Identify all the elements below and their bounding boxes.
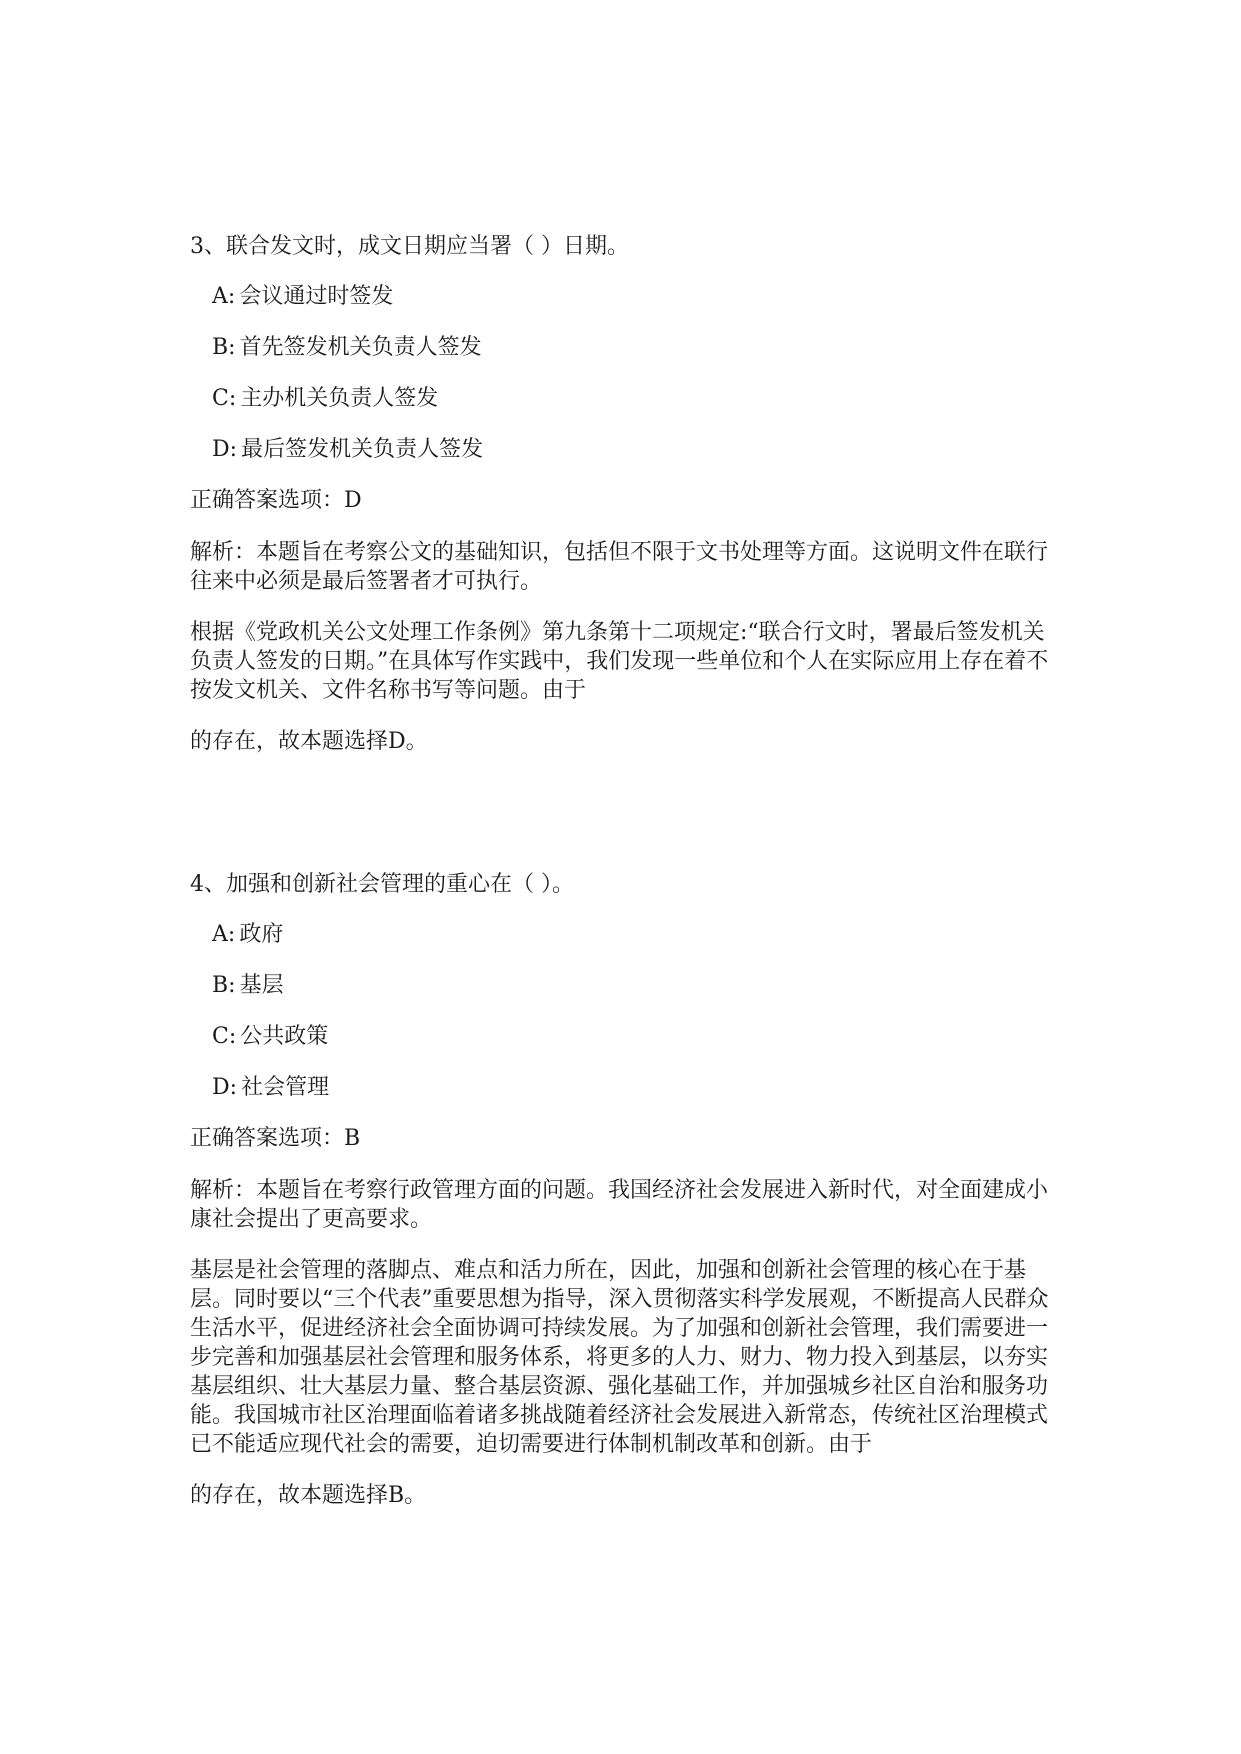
analysis-paragraph: 解析：本题旨在考察行政管理方面的问题。我国经济社会发展进入新时代，对全面建成小康社会提出了更高要求。 bbox=[190, 1178, 1049, 1232]
option-c bbox=[212, 384, 1060, 414]
question-4 bbox=[190, 870, 1060, 1532]
correct-answer: 正确答案选项：D bbox=[190, 488, 362, 513]
option-b bbox=[212, 333, 1060, 363]
analysis-paragraph: 解析：本题旨在考察公文的基础知识，包括但不限于文书处理等方面。这说明文件在联行往来中必须是最后签署者才可执行。 bbox=[190, 540, 1049, 594]
option-text: 公共政策 bbox=[240, 1024, 329, 1049]
option-text: 最后签发机关负责人签发 bbox=[241, 437, 484, 462]
analysis-paragraph: 根据《党政机关公文处理工作条例》第九条第十二项规定:“联合行文时，署最后签发机关负责人签发的日期。”在具体写作实践中，我们发现一些单位和个人在实际应用上存在着不按发文机关、文件名称书写等问题。由于 bbox=[190, 620, 1049, 703]
option-key: D: bbox=[212, 437, 238, 462]
option-d bbox=[212, 435, 1060, 465]
option-a bbox=[212, 282, 1060, 312]
option-key: B: bbox=[212, 335, 236, 360]
question-stem: 3、联合发文时，成文日期应当署（ ）日期。 bbox=[190, 234, 629, 259]
option-text: 社会管理 bbox=[241, 1075, 330, 1100]
analysis-conclusion: 的存在，故本题选择B。 bbox=[190, 1483, 427, 1508]
option-text: 基层 bbox=[239, 973, 284, 998]
option-text: 主办机关负责人签发 bbox=[240, 386, 439, 411]
question-3 bbox=[190, 232, 1060, 778]
option-key: A: bbox=[212, 922, 236, 947]
option-key: A: bbox=[212, 284, 236, 309]
option-key: D: bbox=[212, 1075, 238, 1100]
question-stem: 4、加强和创新社会管理的重心在（ ）。 bbox=[190, 872, 574, 897]
option-a bbox=[212, 920, 1060, 950]
analysis-conclusion: 的存在，故本题选择D。 bbox=[190, 729, 428, 754]
option-d bbox=[212, 1073, 1060, 1103]
option-key: C: bbox=[212, 1024, 237, 1049]
option-text: 首先签发机关负责人签发 bbox=[239, 335, 482, 360]
option-key: C: bbox=[212, 386, 237, 411]
option-b bbox=[212, 971, 1060, 1001]
option-c bbox=[212, 1022, 1060, 1052]
option-list bbox=[190, 282, 1060, 465]
correct-answer: 正确答案选项：B bbox=[190, 1126, 361, 1151]
option-list bbox=[190, 920, 1060, 1103]
analysis-paragraph: 基层是社会管理的落脚点、难点和活力所在，因此，加强和创新社会管理的核心在于基层。同时要以“三个代表”重要思想为指导，深入贯彻落实科学发展观，不断提高人民群众生活水平，促进经济社会全面协调可持续发展。为了加强和创新社会管理，我们需要进一步完善和加强基层社会管理和服务体系，将更多的人力、财力、物力投入到基层，以夯实基层组织、壮大基层力量、整合基层资源、强化基础工作，并加强城乡社区自治和服务功能。我国城市社区治理面临着诸多挑战随着经济社会发展进入新常态，传统社区治理模式已不能适应现代社会的需要，迫切需要进行体制机制改革和创新。由于 bbox=[190, 1258, 1049, 1457]
option-key: B: bbox=[212, 973, 236, 998]
option-text: 政府 bbox=[239, 922, 284, 947]
option-text: 会议通过时签发 bbox=[239, 284, 394, 309]
